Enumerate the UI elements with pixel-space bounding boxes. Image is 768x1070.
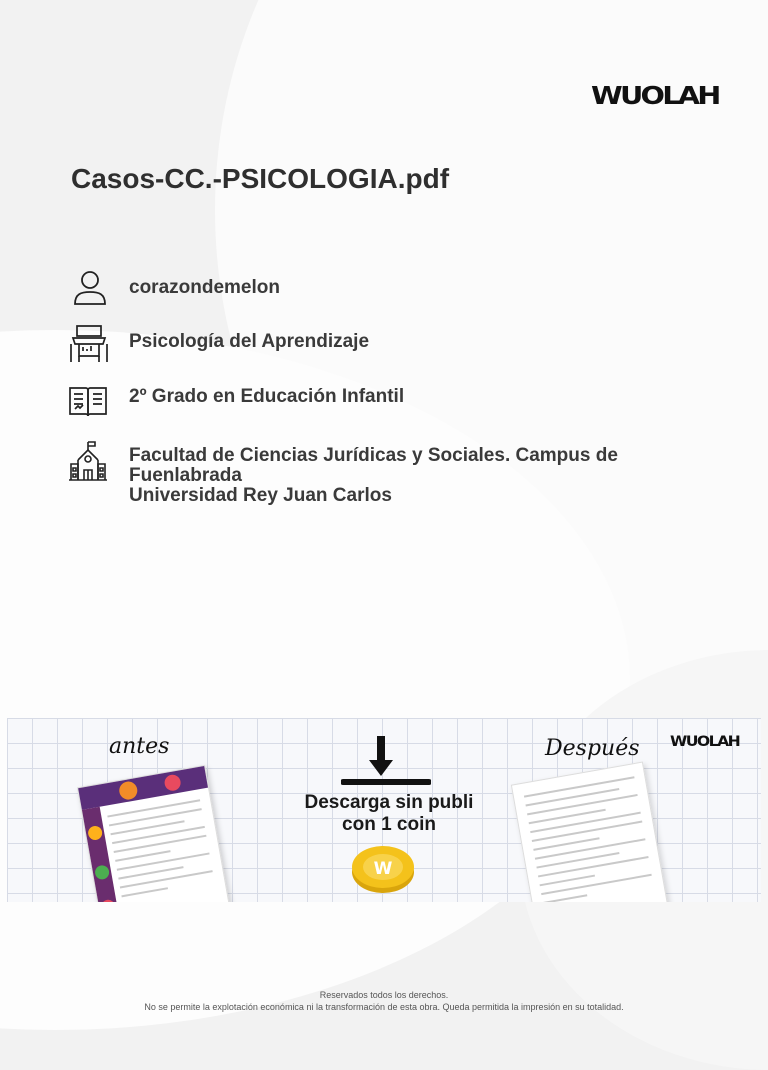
subject-name: Psicología del Aprendizaje bbox=[129, 331, 370, 352]
after-label: Después bbox=[545, 736, 640, 761]
author-row bbox=[67, 268, 687, 310]
open-book-icon bbox=[67, 378, 109, 420]
document-title: Casos-CC.-PSICOLOGIA.pdf bbox=[71, 163, 450, 194]
author-name: corazondemelon bbox=[129, 277, 280, 298]
degree-row bbox=[67, 378, 687, 420]
wuolah-logo: WUOLAH bbox=[591, 81, 719, 110]
rights-notice: Reservados todos los derechos. bbox=[319, 990, 449, 1000]
before-label: antes bbox=[109, 734, 170, 759]
degree-name: 2º Grado en Educación Infantil bbox=[129, 386, 405, 407]
user-icon bbox=[67, 268, 109, 310]
student-desk-icon bbox=[67, 322, 109, 364]
banner-wuolah-logo: WUOLAH bbox=[670, 734, 740, 750]
school-building-icon bbox=[67, 440, 109, 482]
coin-icon bbox=[350, 842, 416, 894]
coin-letter: W bbox=[373, 859, 393, 879]
institution-row bbox=[67, 440, 687, 506]
footer bbox=[0, 989, 768, 1013]
document-with-ads-thumbnail bbox=[77, 765, 231, 902]
usage-notice: No se permite la explotación económica ni la transformación de esta obra. Queda permitida la impresión en su totalidad. bbox=[144, 1002, 624, 1012]
subject-row bbox=[67, 322, 687, 364]
no-ads-banner[interactable] bbox=[7, 718, 761, 902]
download-arrow-icon bbox=[341, 732, 431, 788]
institution-name: Facultad de Ciencias Jurídicas y Sociales. Campus de Fuenlabrada Universidad Rey Juan Carlos bbox=[129, 445, 618, 506]
document-without-ads-thumbnail bbox=[511, 762, 669, 902]
download-no-ads-text: Descarga sin publi con 1 coin bbox=[304, 792, 474, 835]
